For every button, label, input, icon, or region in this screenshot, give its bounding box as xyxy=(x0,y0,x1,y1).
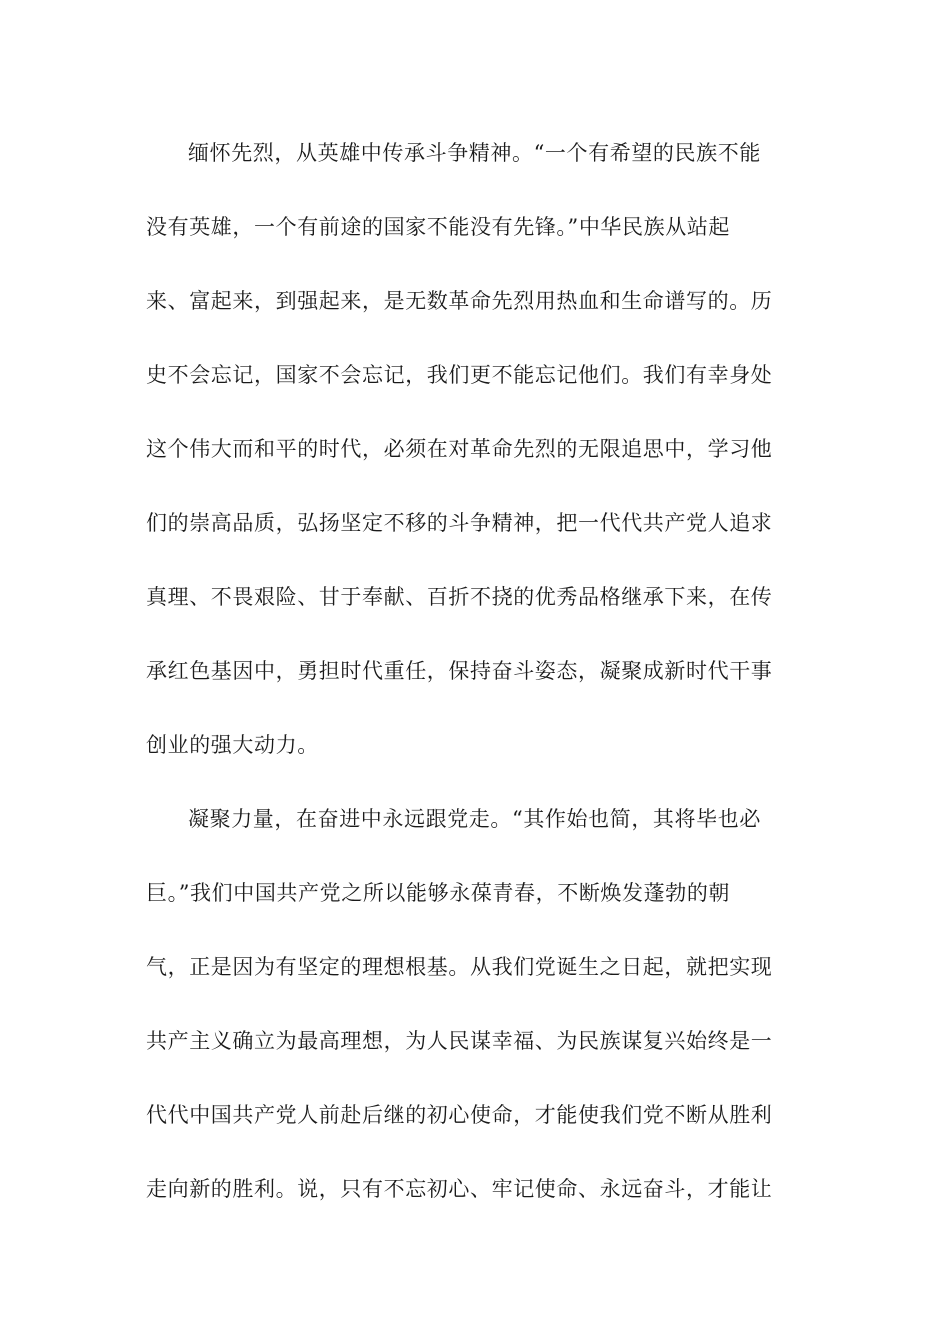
text-line: 史不会忘记，国家不会忘记，我们更不能忘记他们。我们有幸身处 xyxy=(146,363,773,387)
text-line: 创业的强大动力。 xyxy=(146,733,319,757)
text-line: 缅怀先烈，从英雄中传承斗争精神。“一个有希望的民族不能 xyxy=(188,141,761,165)
text-line: 凝聚力量，在奋进中永远跟党走。“其作始也简，其将毕也必 xyxy=(188,807,761,831)
text-line: 真理、不畏艰险、甘于奉献、百折不挠的优秀品格继承下来，在传 xyxy=(146,585,773,609)
text-line: 承红色基因中，勇担时代重任，保持奋斗姿态，凝聚成新时代干事 xyxy=(146,659,773,683)
text-line: 巨。”我们中国共产党之所以能够永葆青春，不断焕发蓬勃的朝 xyxy=(146,881,731,905)
text-line: 走向新的胜利。说，只有不忘初心、牢记使命、永远奋斗，才能让 xyxy=(146,1177,773,1201)
text-line: 这个伟大而和平的时代，必须在对革命先烈的无限追思中，学习他 xyxy=(146,437,773,461)
text-line: 共产主义确立为最高理想，为人民谋幸福、为民族谋复兴始终是一 xyxy=(146,1029,773,1053)
text-line: 来、富起来，到强起来，是无数革命先烈用热血和生命谱写的。历 xyxy=(146,289,773,313)
text-line: 没有英雄，一个有前途的国家不能没有先锋。”中华民族从站起 xyxy=(146,215,731,239)
body-text xyxy=(146,126,806,1236)
text-line: 们的崇高品质，弘扬坚定不移的斗争精神，把一代代共产党人追求 xyxy=(146,511,773,535)
text-line: 气，正是因为有坚定的理想根基。从我们党诞生之日起，就把实现 xyxy=(146,955,773,979)
text-line: 代代中国共产党人前赴后继的初心使命，才能使我们党不断从胜利 xyxy=(146,1103,773,1127)
